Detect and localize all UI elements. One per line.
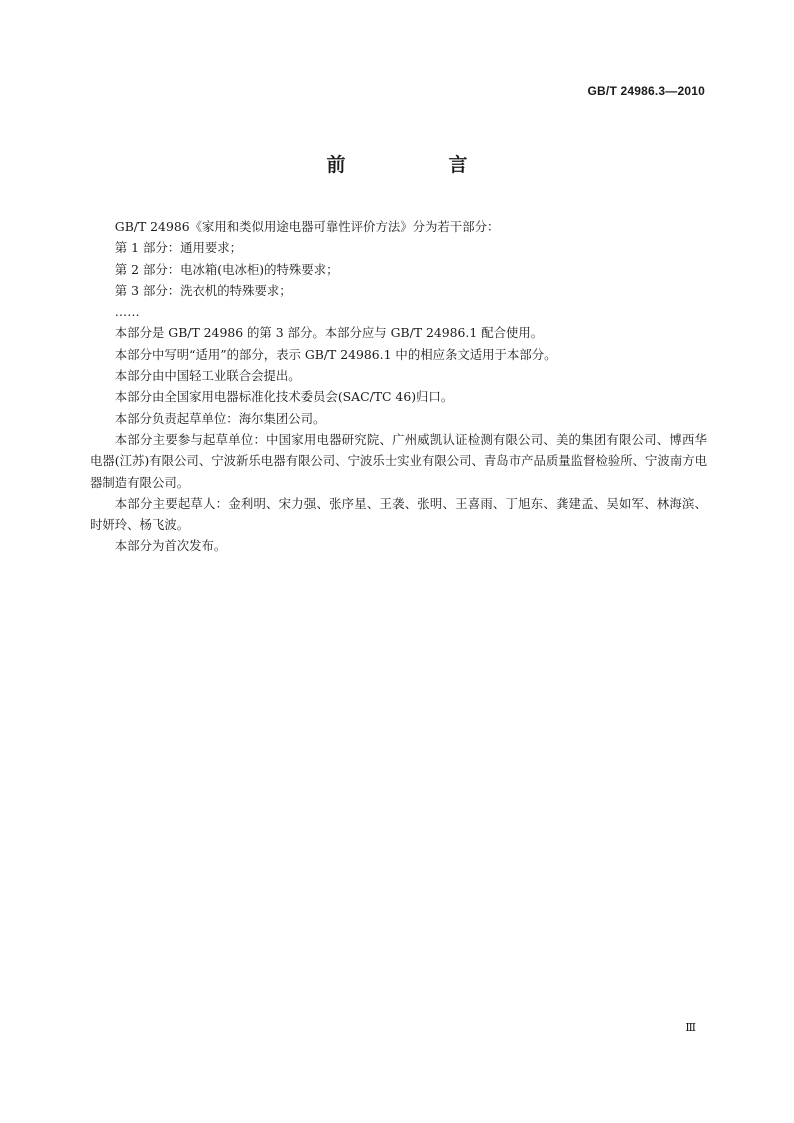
paragraph-applicable-note: 本部分中写明“适用”的部分，表示 GB/T 24986.1 中的相应条文适用于本部分。 (114, 346, 557, 362)
paragraph-participating-drafters: 本部分主要参与起草单位：中国家用电器研究院、广州威凯认证检测有限公司、美的集团有限公司、博西华电器(江苏)有限公司、宁波新乐电器有限公司、宁波乐士实业有限公司、青岛市产品质量监督检验所、宁波南方电器制造有限公司。 (90, 431, 707, 490)
paragraph-part-3: 第 3 部分：洗衣机的特殊要求； (114, 282, 292, 298)
paragraph-series-intro: GB/T 24986《家用和类似用途电器可靠性评价方法》分为若干部分： (114, 219, 500, 234)
paragraph-part-2: 第 2 部分：电冰箱(电冰柜)的特殊要求； (114, 261, 339, 277)
paragraph-part-1: 第 1 部分：通用要求； (114, 240, 243, 256)
paragraph-under-jurisdiction: 本部分由全国家用电器标准化技术委员会(SAC/TC 46)归口。 (114, 389, 454, 405)
paragraph-proposed-by: 本部分由中国轻工业联合会提出。 (114, 368, 301, 384)
paragraph-ellipsis: …… (114, 304, 140, 320)
page-title: 前 言 (326, 154, 510, 176)
foreword-body (90, 216, 707, 557)
paragraph-main-drafters: 本部分主要起草人：金利明、宋力强、张序星、王袭、张明、王喜雨、丁旭东、龚建孟、吴如军、林海滨、时妍玲、杨飞波。 (90, 495, 707, 533)
page-number: Ⅲ (685, 1021, 696, 1034)
standard-code: GB/T 24986.3—2010 (587, 84, 705, 98)
paragraph-responsible-drafter: 本部分负责起草单位：海尔集团公司。 (114, 410, 326, 426)
paragraph-first-release: 本部分为首次发布。 (114, 538, 227, 554)
paragraph-part-relation: 本部分是 GB/T 24986 的第 3 部分。本部分应与 GB/T 24986.1 配合使用。 (114, 325, 544, 341)
